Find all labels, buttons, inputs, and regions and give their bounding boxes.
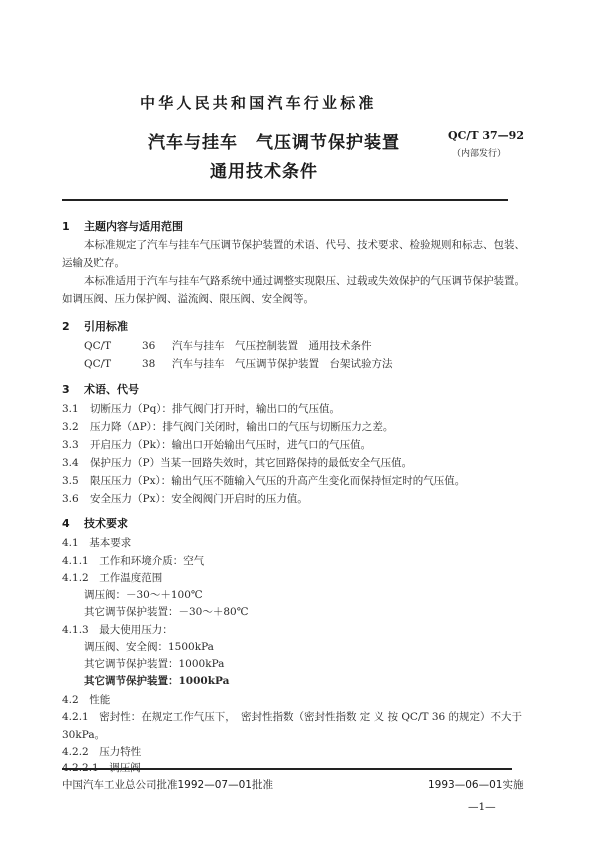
clause-4-1-3-regulator: 调压阀、安全阀：1500kPa — [84, 641, 214, 653]
clause-4-1-2: 4.1.2 工作温度范围 — [62, 572, 163, 584]
clause-4-2: 4.2 性能 — [62, 694, 111, 706]
term-text: 限压压力（Px）：输出气压不随输入气压的升高产生变化而保持恒定时的气压值。 — [90, 475, 466, 487]
reference-item — [84, 356, 393, 371]
reference-code: QC/T — [84, 358, 112, 370]
clause-4-2-1-line1: 4.2.1 密封性：在规定工作气压下， 密封性指数（密封性指数 定 义 按 QC/T 36 的规定）不大于 — [62, 711, 523, 723]
reference-number: 36 — [142, 340, 156, 352]
section-1-para2-line2: 如调压阀、压力保护阀、溢流阀、限压阀、安全阀等。 — [62, 293, 314, 305]
term-item — [62, 401, 340, 416]
clause-4-1-2-other: 其它调节保护装置：－30～＋80℃ — [84, 606, 249, 618]
term-text: 切断压力（Pq）：排气阀门打开时，输出口的气压值。 — [90, 403, 341, 415]
term-item — [62, 491, 308, 506]
footer-rule — [62, 768, 512, 770]
term-text: 安全压力（Px）：安全阀阀门开启时的压力值。 — [90, 493, 308, 505]
effective-date: 1993—06—01实施 — [428, 779, 524, 791]
page-number: —1— — [468, 801, 496, 813]
section-4-heading — [62, 515, 128, 531]
term-text: 保护压力（P）当某一回路失效时，其它回路保持的最低安全气压值。 — [90, 457, 413, 469]
document-title-line1: 汽车与挂车 气压调节保护装置 — [148, 133, 400, 153]
term-item — [62, 419, 393, 434]
clause-4-1-2-regulator: 调压阀：－30～＋100℃ — [84, 589, 203, 601]
section-1-para1-line1: 本标准规定了汽车与挂车气压调节保护装置的术语、代号、技术要求、检验规则和标志、包装、 — [84, 239, 525, 251]
section-1-heading — [62, 218, 183, 234]
term-number: 3.1 — [62, 403, 79, 415]
term-text: 开启压力（Pk）：输出口开始输出气压时，进气口的气压值。 — [90, 439, 372, 451]
term-number: 3.3 — [62, 439, 79, 451]
section-2-heading — [62, 318, 128, 334]
term-number: 3.4 — [62, 457, 79, 469]
section-number: 3 — [62, 383, 70, 396]
section-title: 主题内容与适用范围 — [84, 220, 183, 233]
term-item — [62, 437, 371, 452]
term-text: 压力降（ΔP）：排气阀门关闭时，输出口的气压与切断压力之差。 — [90, 421, 394, 433]
section-1-para1-line2: 运输及贮存。 — [62, 257, 125, 269]
clause-4-1-1: 4.1.1 工作和环境介质：空气 — [62, 555, 205, 567]
clause-4-2-2: 4.2.2 压力特性 — [62, 746, 142, 758]
term-item — [62, 473, 465, 488]
document-title-line2: 通用技术条件 — [210, 162, 318, 182]
approval-date: 中国汽车工业总公司批准1992—07—01批准 — [62, 779, 273, 791]
clause-4-1-3-other-repeat: 其它调节保护装置：1000kPa — [84, 675, 230, 687]
reference-number: 38 — [142, 358, 156, 370]
clause-4-1-3: 4.1.3 最大使用压力： — [62, 624, 173, 636]
section-title: 术语、代号 — [84, 383, 139, 396]
header-rule — [62, 199, 508, 201]
standard-code: QC/T 37—92 — [448, 129, 524, 142]
section-1-para2-line1: 本标准适用于汽车与挂车气路系统中通过调整实现限压、过载或失效保护的气压调节保护装置。 — [84, 275, 525, 287]
reference-code: QC/T — [84, 340, 112, 352]
section-title: 技术要求 — [84, 517, 128, 530]
issuing-agency: 中华人民共和国汽车行业标准 — [140, 94, 377, 112]
clause-4-1-3-other: 其它调节保护装置：1000kPa — [84, 658, 225, 670]
term-number: 3.2 — [62, 421, 79, 433]
section-number: 4 — [62, 517, 70, 530]
term-number: 3.6 — [62, 493, 79, 505]
reference-item — [84, 338, 372, 353]
section-number: 1 — [62, 220, 70, 233]
term-item — [62, 455, 412, 470]
section-3-heading — [62, 381, 139, 397]
reference-title: 汽车与挂车 气压调节保护装置 台架试验方法 — [172, 358, 393, 370]
term-number: 3.5 — [62, 475, 79, 487]
section-title: 引用标准 — [84, 320, 128, 333]
section-number: 2 — [62, 320, 70, 333]
reference-title: 汽车与挂车 气压控制装置 通用技术条件 — [172, 340, 372, 352]
clause-4-2-1-line2: 30kPa。 — [62, 729, 106, 741]
issue-note: （内部发行） — [452, 149, 507, 159]
clause-4-1: 4.1 基本要求 — [62, 537, 132, 549]
